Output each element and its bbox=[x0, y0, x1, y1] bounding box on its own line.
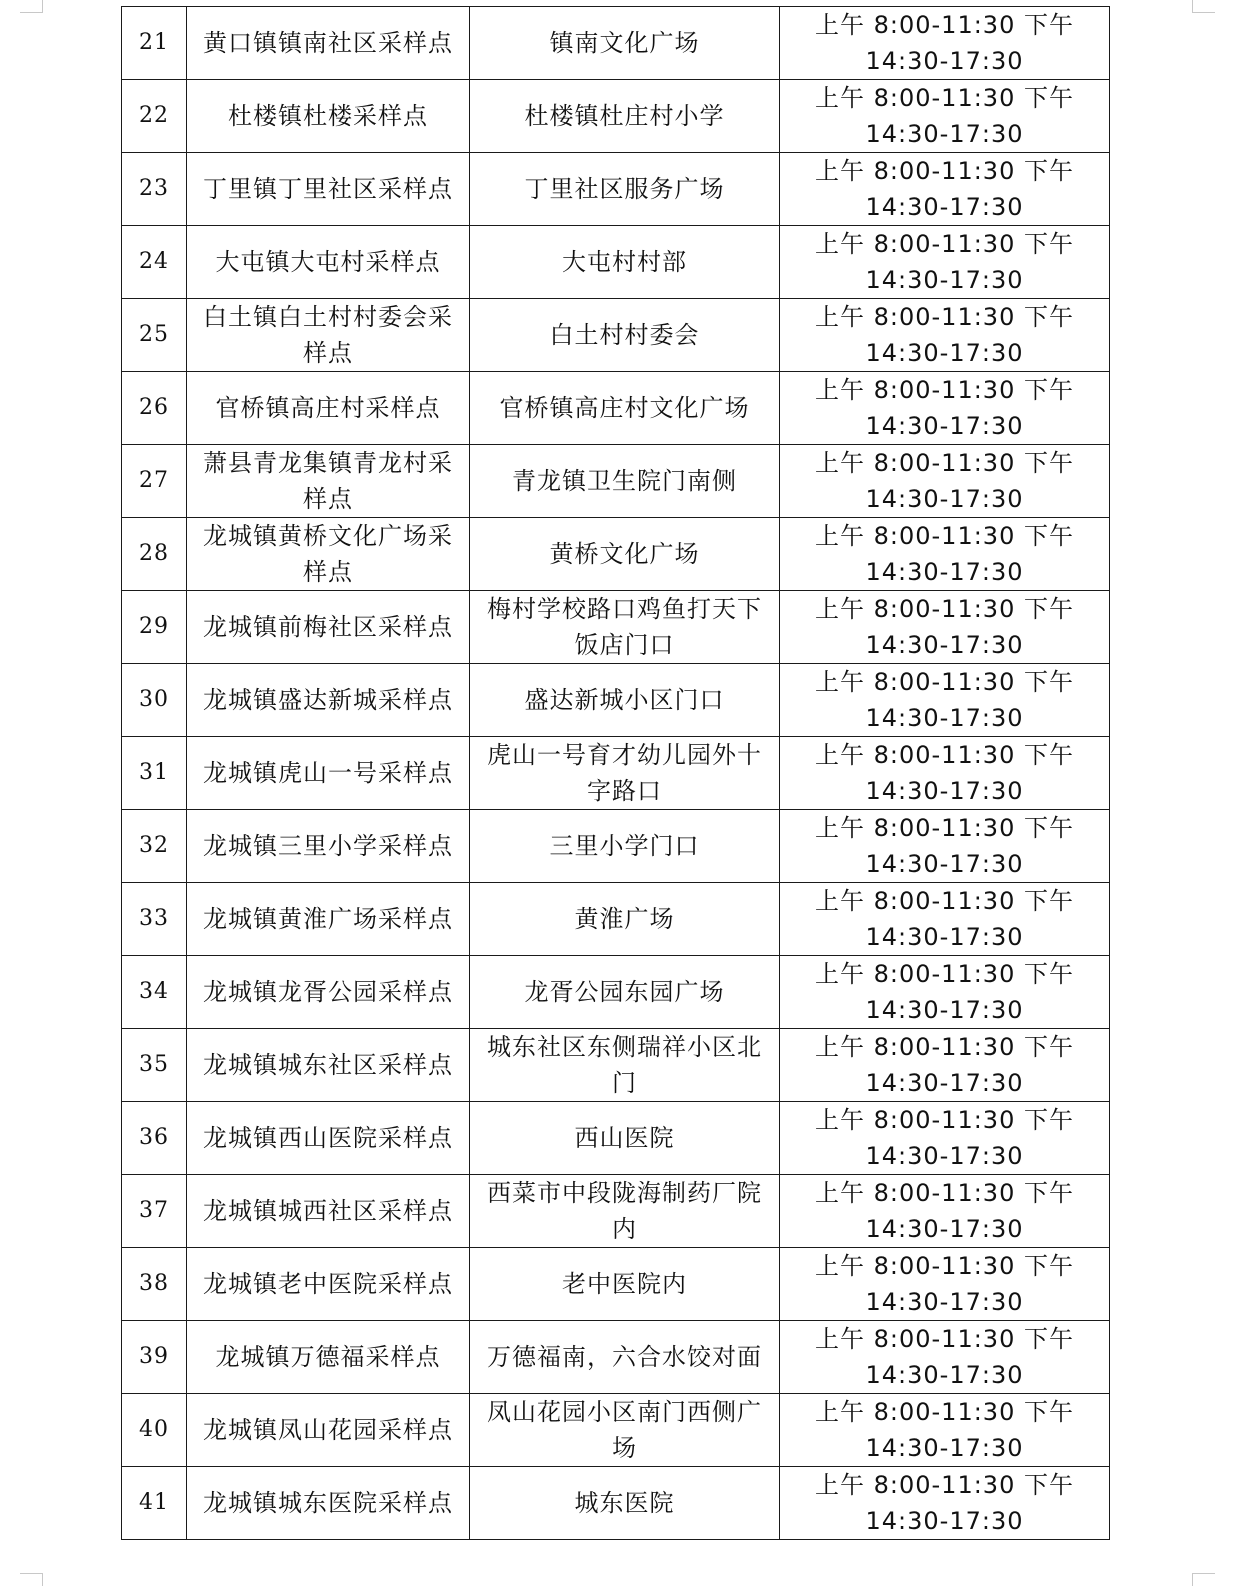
hours-morning: 上午 8:00-11:30 下午 bbox=[815, 157, 1074, 185]
site-name-cell: 龙城镇西山医院采样点 bbox=[187, 1102, 470, 1175]
hours-cell bbox=[780, 956, 1110, 1029]
site-location-cell: 丁里社区服务广场 bbox=[470, 153, 780, 226]
table-row bbox=[122, 1029, 1110, 1102]
hours-afternoon: 14:30-17:30 bbox=[865, 996, 1024, 1024]
hours-cell bbox=[780, 80, 1110, 153]
hours-cell bbox=[780, 1102, 1110, 1175]
row-number-cell: 23 bbox=[122, 153, 187, 226]
table-row bbox=[122, 1321, 1110, 1394]
row-number-cell: 38 bbox=[122, 1248, 187, 1321]
row-number-cell: 21 bbox=[122, 7, 187, 80]
site-location-cell: 老中医院内 bbox=[470, 1248, 780, 1321]
site-name-cell: 官桥镇高庄村采样点 bbox=[187, 372, 470, 445]
site-location-cell: 凤山花园小区南门西侧广场 bbox=[470, 1394, 780, 1467]
hours-morning: 上午 8:00-11:30 下午 bbox=[815, 230, 1074, 258]
table-row bbox=[122, 1467, 1110, 1540]
table-row bbox=[122, 883, 1110, 956]
hours-cell bbox=[780, 883, 1110, 956]
hours-cell bbox=[780, 518, 1110, 591]
hours-afternoon: 14:30-17:30 bbox=[865, 923, 1024, 951]
hours-morning: 上午 8:00-11:30 下午 bbox=[815, 595, 1074, 623]
row-number-cell: 27 bbox=[122, 445, 187, 518]
hours-afternoon: 14:30-17:30 bbox=[865, 339, 1024, 367]
table-row bbox=[122, 956, 1110, 1029]
row-number-cell: 34 bbox=[122, 956, 187, 1029]
table-row bbox=[122, 664, 1110, 737]
table-row bbox=[122, 1102, 1110, 1175]
table-row bbox=[122, 226, 1110, 299]
hours-afternoon: 14:30-17:30 bbox=[865, 193, 1024, 221]
hours-cell bbox=[780, 299, 1110, 372]
site-name-cell: 大屯镇大屯村采样点 bbox=[187, 226, 470, 299]
row-number-cell: 37 bbox=[122, 1175, 187, 1248]
row-number-cell: 32 bbox=[122, 810, 187, 883]
row-number-cell: 31 bbox=[122, 737, 187, 810]
site-name-cell: 丁里镇丁里社区采样点 bbox=[187, 153, 470, 226]
site-name-cell: 龙城镇三里小学采样点 bbox=[187, 810, 470, 883]
site-location-cell: 万德福南，六合水饺对面 bbox=[470, 1321, 780, 1394]
hours-cell bbox=[780, 737, 1110, 810]
site-name-cell: 龙城镇城东医院采样点 bbox=[187, 1467, 470, 1540]
hours-morning: 上午 8:00-11:30 下午 bbox=[815, 84, 1074, 112]
hours-cell bbox=[780, 226, 1110, 299]
hours-cell bbox=[780, 1321, 1110, 1394]
row-number-cell: 40 bbox=[122, 1394, 187, 1467]
hours-morning: 上午 8:00-11:30 下午 bbox=[815, 1252, 1074, 1280]
hours-morning: 上午 8:00-11:30 下午 bbox=[815, 1471, 1074, 1499]
site-location-cell: 西山医院 bbox=[470, 1102, 780, 1175]
table-row bbox=[122, 299, 1110, 372]
hours-cell bbox=[780, 372, 1110, 445]
crop-mark-top-right bbox=[1192, 0, 1215, 13]
site-location-cell: 盛达新城小区门口 bbox=[470, 664, 780, 737]
site-location-cell: 城东社区东侧瑞祥小区北门 bbox=[470, 1029, 780, 1102]
site-location-cell: 白土村村委会 bbox=[470, 299, 780, 372]
site-location-cell: 杜楼镇杜庄村小学 bbox=[470, 80, 780, 153]
site-location-cell: 西菜市中段陇海制药厂院内 bbox=[470, 1175, 780, 1248]
row-number-cell: 25 bbox=[122, 299, 187, 372]
row-number-cell: 29 bbox=[122, 591, 187, 664]
hours-afternoon: 14:30-17:30 bbox=[865, 120, 1024, 148]
table-row bbox=[122, 810, 1110, 883]
table-row bbox=[122, 7, 1110, 80]
hours-cell bbox=[780, 591, 1110, 664]
crop-mark-top-left bbox=[20, 0, 43, 13]
row-number-cell: 35 bbox=[122, 1029, 187, 1102]
hours-afternoon: 14:30-17:30 bbox=[865, 47, 1024, 75]
hours-cell bbox=[780, 445, 1110, 518]
hours-morning: 上午 8:00-11:30 下午 bbox=[815, 11, 1074, 39]
site-name-cell: 龙城镇黄淮广场采样点 bbox=[187, 883, 470, 956]
site-name-cell: 黄口镇镇南社区采样点 bbox=[187, 7, 470, 80]
table-row bbox=[122, 737, 1110, 810]
hours-morning: 上午 8:00-11:30 下午 bbox=[815, 668, 1074, 696]
hours-morning: 上午 8:00-11:30 下午 bbox=[815, 376, 1074, 404]
row-number-cell: 39 bbox=[122, 1321, 187, 1394]
hours-afternoon: 14:30-17:30 bbox=[865, 631, 1024, 659]
site-name-cell: 龙城镇万德福采样点 bbox=[187, 1321, 470, 1394]
hours-afternoon: 14:30-17:30 bbox=[865, 1288, 1024, 1316]
table-row bbox=[122, 1248, 1110, 1321]
hours-afternoon: 14:30-17:30 bbox=[865, 558, 1024, 586]
row-number-cell: 22 bbox=[122, 80, 187, 153]
table-row bbox=[122, 1394, 1110, 1467]
site-name-cell: 龙城镇城西社区采样点 bbox=[187, 1175, 470, 1248]
hours-cell bbox=[780, 1029, 1110, 1102]
hours-morning: 上午 8:00-11:30 下午 bbox=[815, 1179, 1074, 1207]
site-location-cell: 虎山一号育才幼儿园外十字路口 bbox=[470, 737, 780, 810]
hours-cell bbox=[780, 664, 1110, 737]
hours-morning: 上午 8:00-11:30 下午 bbox=[815, 1325, 1074, 1353]
site-location-cell: 三里小学门口 bbox=[470, 810, 780, 883]
hours-morning: 上午 8:00-11:30 下午 bbox=[815, 887, 1074, 915]
site-location-cell: 城东医院 bbox=[470, 1467, 780, 1540]
hours-morning: 上午 8:00-11:30 下午 bbox=[815, 522, 1074, 550]
hours-afternoon: 14:30-17:30 bbox=[865, 266, 1024, 294]
hours-morning: 上午 8:00-11:30 下午 bbox=[815, 960, 1074, 988]
table-row bbox=[122, 153, 1110, 226]
table-row bbox=[122, 372, 1110, 445]
hours-cell bbox=[780, 1467, 1110, 1540]
hours-afternoon: 14:30-17:30 bbox=[865, 1434, 1024, 1462]
hours-morning: 上午 8:00-11:30 下午 bbox=[815, 814, 1074, 842]
site-name-cell: 龙城镇盛达新城采样点 bbox=[187, 664, 470, 737]
row-number-cell: 33 bbox=[122, 883, 187, 956]
row-number-cell: 24 bbox=[122, 226, 187, 299]
hours-morning: 上午 8:00-11:30 下午 bbox=[815, 741, 1074, 769]
row-number-cell: 28 bbox=[122, 518, 187, 591]
hours-afternoon: 14:30-17:30 bbox=[865, 777, 1024, 805]
site-name-cell: 龙城镇城东社区采样点 bbox=[187, 1029, 470, 1102]
site-name-cell: 龙城镇老中医院采样点 bbox=[187, 1248, 470, 1321]
site-location-cell: 青龙镇卫生院门南侧 bbox=[470, 445, 780, 518]
hours-cell bbox=[780, 1175, 1110, 1248]
table-row bbox=[122, 591, 1110, 664]
hours-afternoon: 14:30-17:30 bbox=[865, 485, 1024, 513]
table-row bbox=[122, 80, 1110, 153]
site-location-cell: 梅村学校路口鸡鱼打天下饭店门口 bbox=[470, 591, 780, 664]
table-row bbox=[122, 518, 1110, 591]
hours-cell bbox=[780, 1248, 1110, 1321]
row-number-cell: 30 bbox=[122, 664, 187, 737]
hours-morning: 上午 8:00-11:30 下午 bbox=[815, 449, 1074, 477]
site-location-cell: 官桥镇高庄村文化广场 bbox=[470, 372, 780, 445]
hours-cell bbox=[780, 153, 1110, 226]
row-number-cell: 41 bbox=[122, 1467, 187, 1540]
hours-cell bbox=[780, 1394, 1110, 1467]
hours-morning: 上午 8:00-11:30 下午 bbox=[815, 1398, 1074, 1426]
site-name-cell: 杜楼镇杜楼采样点 bbox=[187, 80, 470, 153]
hours-afternoon: 14:30-17:30 bbox=[865, 1142, 1024, 1170]
site-name-cell: 龙城镇凤山花园采样点 bbox=[187, 1394, 470, 1467]
table-row bbox=[122, 445, 1110, 518]
table-row bbox=[122, 1175, 1110, 1248]
hours-morning: 上午 8:00-11:30 下午 bbox=[815, 1106, 1074, 1134]
hours-afternoon: 14:30-17:30 bbox=[865, 1507, 1024, 1535]
hours-morning: 上午 8:00-11:30 下午 bbox=[815, 303, 1074, 331]
hours-afternoon: 14:30-17:30 bbox=[865, 1069, 1024, 1097]
hours-afternoon: 14:30-17:30 bbox=[865, 704, 1024, 732]
hours-afternoon: 14:30-17:30 bbox=[865, 1361, 1024, 1389]
hours-cell bbox=[780, 7, 1110, 80]
hours-cell bbox=[780, 810, 1110, 883]
site-name-cell: 龙城镇龙胥公园采样点 bbox=[187, 956, 470, 1029]
sampling-sites-table-body bbox=[122, 7, 1110, 1540]
hours-afternoon: 14:30-17:30 bbox=[865, 412, 1024, 440]
site-location-cell: 黄桥文化广场 bbox=[470, 518, 780, 591]
site-name-cell: 白土镇白土村村委会采样点 bbox=[187, 299, 470, 372]
sampling-sites-table bbox=[121, 6, 1110, 1540]
hours-afternoon: 14:30-17:30 bbox=[865, 850, 1024, 878]
row-number-cell: 36 bbox=[122, 1102, 187, 1175]
hours-morning: 上午 8:00-11:30 下午 bbox=[815, 1033, 1074, 1061]
site-location-cell: 镇南文化广场 bbox=[470, 7, 780, 80]
crop-mark-bottom-right bbox=[1192, 1573, 1215, 1586]
site-location-cell: 黄淮广场 bbox=[470, 883, 780, 956]
row-number-cell: 26 bbox=[122, 372, 187, 445]
site-name-cell: 龙城镇虎山一号采样点 bbox=[187, 737, 470, 810]
site-name-cell: 龙城镇前梅社区采样点 bbox=[187, 591, 470, 664]
site-name-cell: 龙城镇黄桥文化广场采样点 bbox=[187, 518, 470, 591]
site-location-cell: 大屯村村部 bbox=[470, 226, 780, 299]
hours-afternoon: 14:30-17:30 bbox=[865, 1215, 1024, 1243]
site-location-cell: 龙胥公园东园广场 bbox=[470, 956, 780, 1029]
crop-mark-bottom-left bbox=[20, 1573, 43, 1586]
site-name-cell: 萧县青龙集镇青龙村采样点 bbox=[187, 445, 470, 518]
